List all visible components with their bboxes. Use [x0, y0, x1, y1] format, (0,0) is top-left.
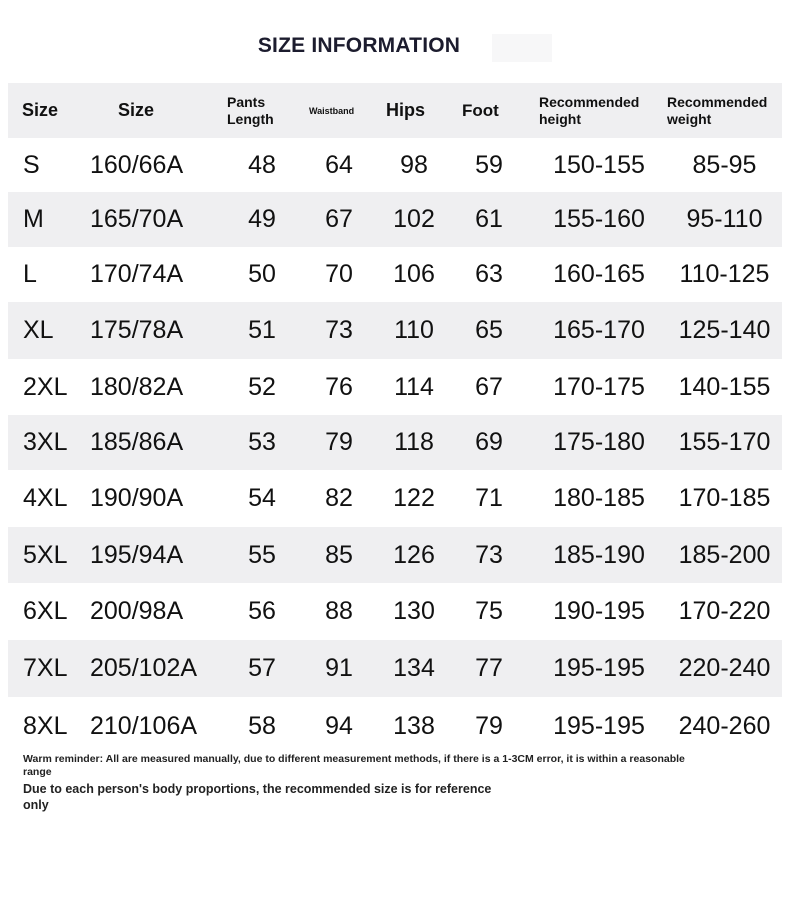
- recommended-weight: 110-125: [679, 260, 770, 288]
- table-row: [8, 415, 782, 470]
- recommended-height: 150-155: [553, 150, 645, 179]
- foot: 61: [475, 205, 503, 233]
- table-row: [8, 138, 782, 192]
- table-row: [8, 247, 782, 302]
- size-label: XL: [23, 316, 54, 344]
- foot: 59: [475, 150, 503, 179]
- size-code: 175/78A: [90, 316, 184, 344]
- pants-length: 56: [248, 597, 276, 625]
- size-code: 180/82A: [90, 372, 184, 401]
- page-title: SIZE INFORMATION: [257, 34, 461, 57]
- pants-length: 51: [248, 316, 276, 344]
- foot: 63: [475, 260, 503, 288]
- recommended-height: 160-165: [553, 260, 645, 288]
- foot: 65: [475, 316, 503, 344]
- pants-length: 58: [248, 711, 276, 740]
- header-size-label: Size: [22, 100, 59, 120]
- header-pants-length: Pants Length: [227, 93, 274, 127]
- hips: 110: [394, 316, 434, 344]
- header-size-code: Size: [118, 100, 155, 120]
- size-label: 3XL: [23, 428, 68, 456]
- waistband: 64: [325, 150, 353, 179]
- recommended-weight: 240-260: [678, 711, 771, 740]
- hips: 114: [394, 372, 434, 401]
- waistband: 79: [325, 428, 353, 456]
- waistband: 82: [325, 484, 353, 512]
- table-row: [8, 640, 782, 697]
- table-header-row: [8, 83, 782, 138]
- size-code: 210/106A: [90, 711, 198, 740]
- hips: 126: [393, 540, 435, 569]
- size-label: 2XL: [23, 372, 68, 401]
- recommended-weight: 155-170: [678, 428, 771, 456]
- size-code: 185/86A: [90, 428, 184, 456]
- warm-reminder-note: Warm reminder: All are measured manually, due to different measurement methods, if there is a 1-3CM error, it is within a reasonable range: [23, 753, 685, 778]
- table-row: [8, 192, 782, 247]
- size-code: 160/66A: [90, 150, 184, 179]
- size-label: L: [23, 260, 37, 288]
- proportions-note: Due to each person's body proportions, the recommended size is for reference only: [23, 782, 492, 812]
- waistband: 67: [325, 205, 353, 233]
- hips: 106: [393, 260, 435, 288]
- size-label: 8XL: [23, 711, 68, 740]
- recommended-height: 185-190: [553, 540, 645, 569]
- recommended-height: 170-175: [553, 372, 645, 401]
- size-code: 170/74A: [90, 260, 184, 288]
- table-row: [8, 697, 782, 755]
- recommended-weight: 170-185: [678, 484, 771, 512]
- size-code: 165/70A: [90, 205, 184, 233]
- recommended-height: 190-195: [553, 597, 645, 625]
- recommended-height: 180-185: [553, 484, 645, 512]
- hips: 98: [400, 150, 428, 179]
- waistband: 88: [325, 597, 353, 625]
- waistband: 70: [325, 260, 353, 288]
- notes: [23, 753, 703, 813]
- recommended-height: 155-160: [553, 205, 645, 233]
- header-hips: Hips: [386, 100, 426, 120]
- recommended-weight: 85-95: [692, 150, 757, 179]
- hips: 130: [393, 597, 435, 625]
- header-recommended-height: Recommended height: [539, 93, 640, 127]
- pants-length: 53: [248, 428, 276, 456]
- table-row: [8, 527, 782, 583]
- pants-length: 57: [248, 654, 276, 682]
- size-label: 4XL: [23, 484, 68, 512]
- hips: 118: [394, 428, 434, 456]
- recommended-height: 195-195: [553, 711, 645, 740]
- header-foot: Foot: [462, 100, 499, 120]
- table-row: [8, 359, 782, 415]
- waistband: 94: [325, 711, 353, 740]
- hips: 138: [393, 711, 435, 740]
- pants-length: 52: [248, 372, 276, 401]
- pants-length: 48: [248, 150, 276, 179]
- pants-length: 49: [248, 205, 276, 233]
- header-recommended-weight: Recommended weight: [667, 93, 768, 127]
- foot: 79: [475, 711, 503, 740]
- size-label: 6XL: [23, 597, 68, 625]
- header-waistband: Waistband: [309, 105, 355, 116]
- waistband: 73: [325, 316, 353, 344]
- size-label: M: [23, 205, 44, 233]
- recommended-weight: 170-220: [678, 597, 771, 625]
- recommended-height: 165-170: [553, 316, 645, 344]
- foot: 71: [475, 484, 503, 512]
- recommended-weight: 95-110: [686, 205, 763, 233]
- foot: 75: [475, 597, 503, 625]
- size-table: [8, 83, 782, 755]
- recommended-weight: 140-155: [678, 372, 771, 401]
- hips: 122: [393, 484, 435, 512]
- table-row: [8, 583, 782, 640]
- size-code: 190/90A: [90, 484, 184, 512]
- recommended-weight: 125-140: [678, 316, 771, 344]
- foot: 67: [475, 372, 503, 401]
- waistband: 85: [325, 540, 353, 569]
- recommended-weight: 220-240: [678, 654, 771, 682]
- waistband: 76: [325, 372, 353, 401]
- pants-length: 54: [248, 484, 276, 512]
- foot: 77: [475, 654, 503, 682]
- foot: 69: [475, 428, 503, 456]
- hips: 134: [393, 654, 435, 682]
- table-row: [8, 470, 782, 527]
- recommended-height: 175-180: [553, 428, 645, 456]
- size-code: 195/94A: [90, 540, 184, 569]
- size-label: 5XL: [23, 540, 68, 569]
- size-code: 200/98A: [90, 597, 184, 625]
- pants-length: 50: [248, 260, 276, 288]
- hips: 102: [393, 205, 435, 233]
- recommended-height: 195-195: [553, 654, 645, 682]
- size-label: S: [23, 150, 40, 179]
- recommended-weight: 185-200: [678, 540, 771, 569]
- size-code: 205/102A: [90, 654, 198, 682]
- table-row: [8, 302, 782, 359]
- foot: 73: [475, 540, 503, 569]
- pants-length: 55: [248, 540, 276, 569]
- waistband: 91: [325, 654, 353, 682]
- size-label: 7XL: [23, 654, 68, 682]
